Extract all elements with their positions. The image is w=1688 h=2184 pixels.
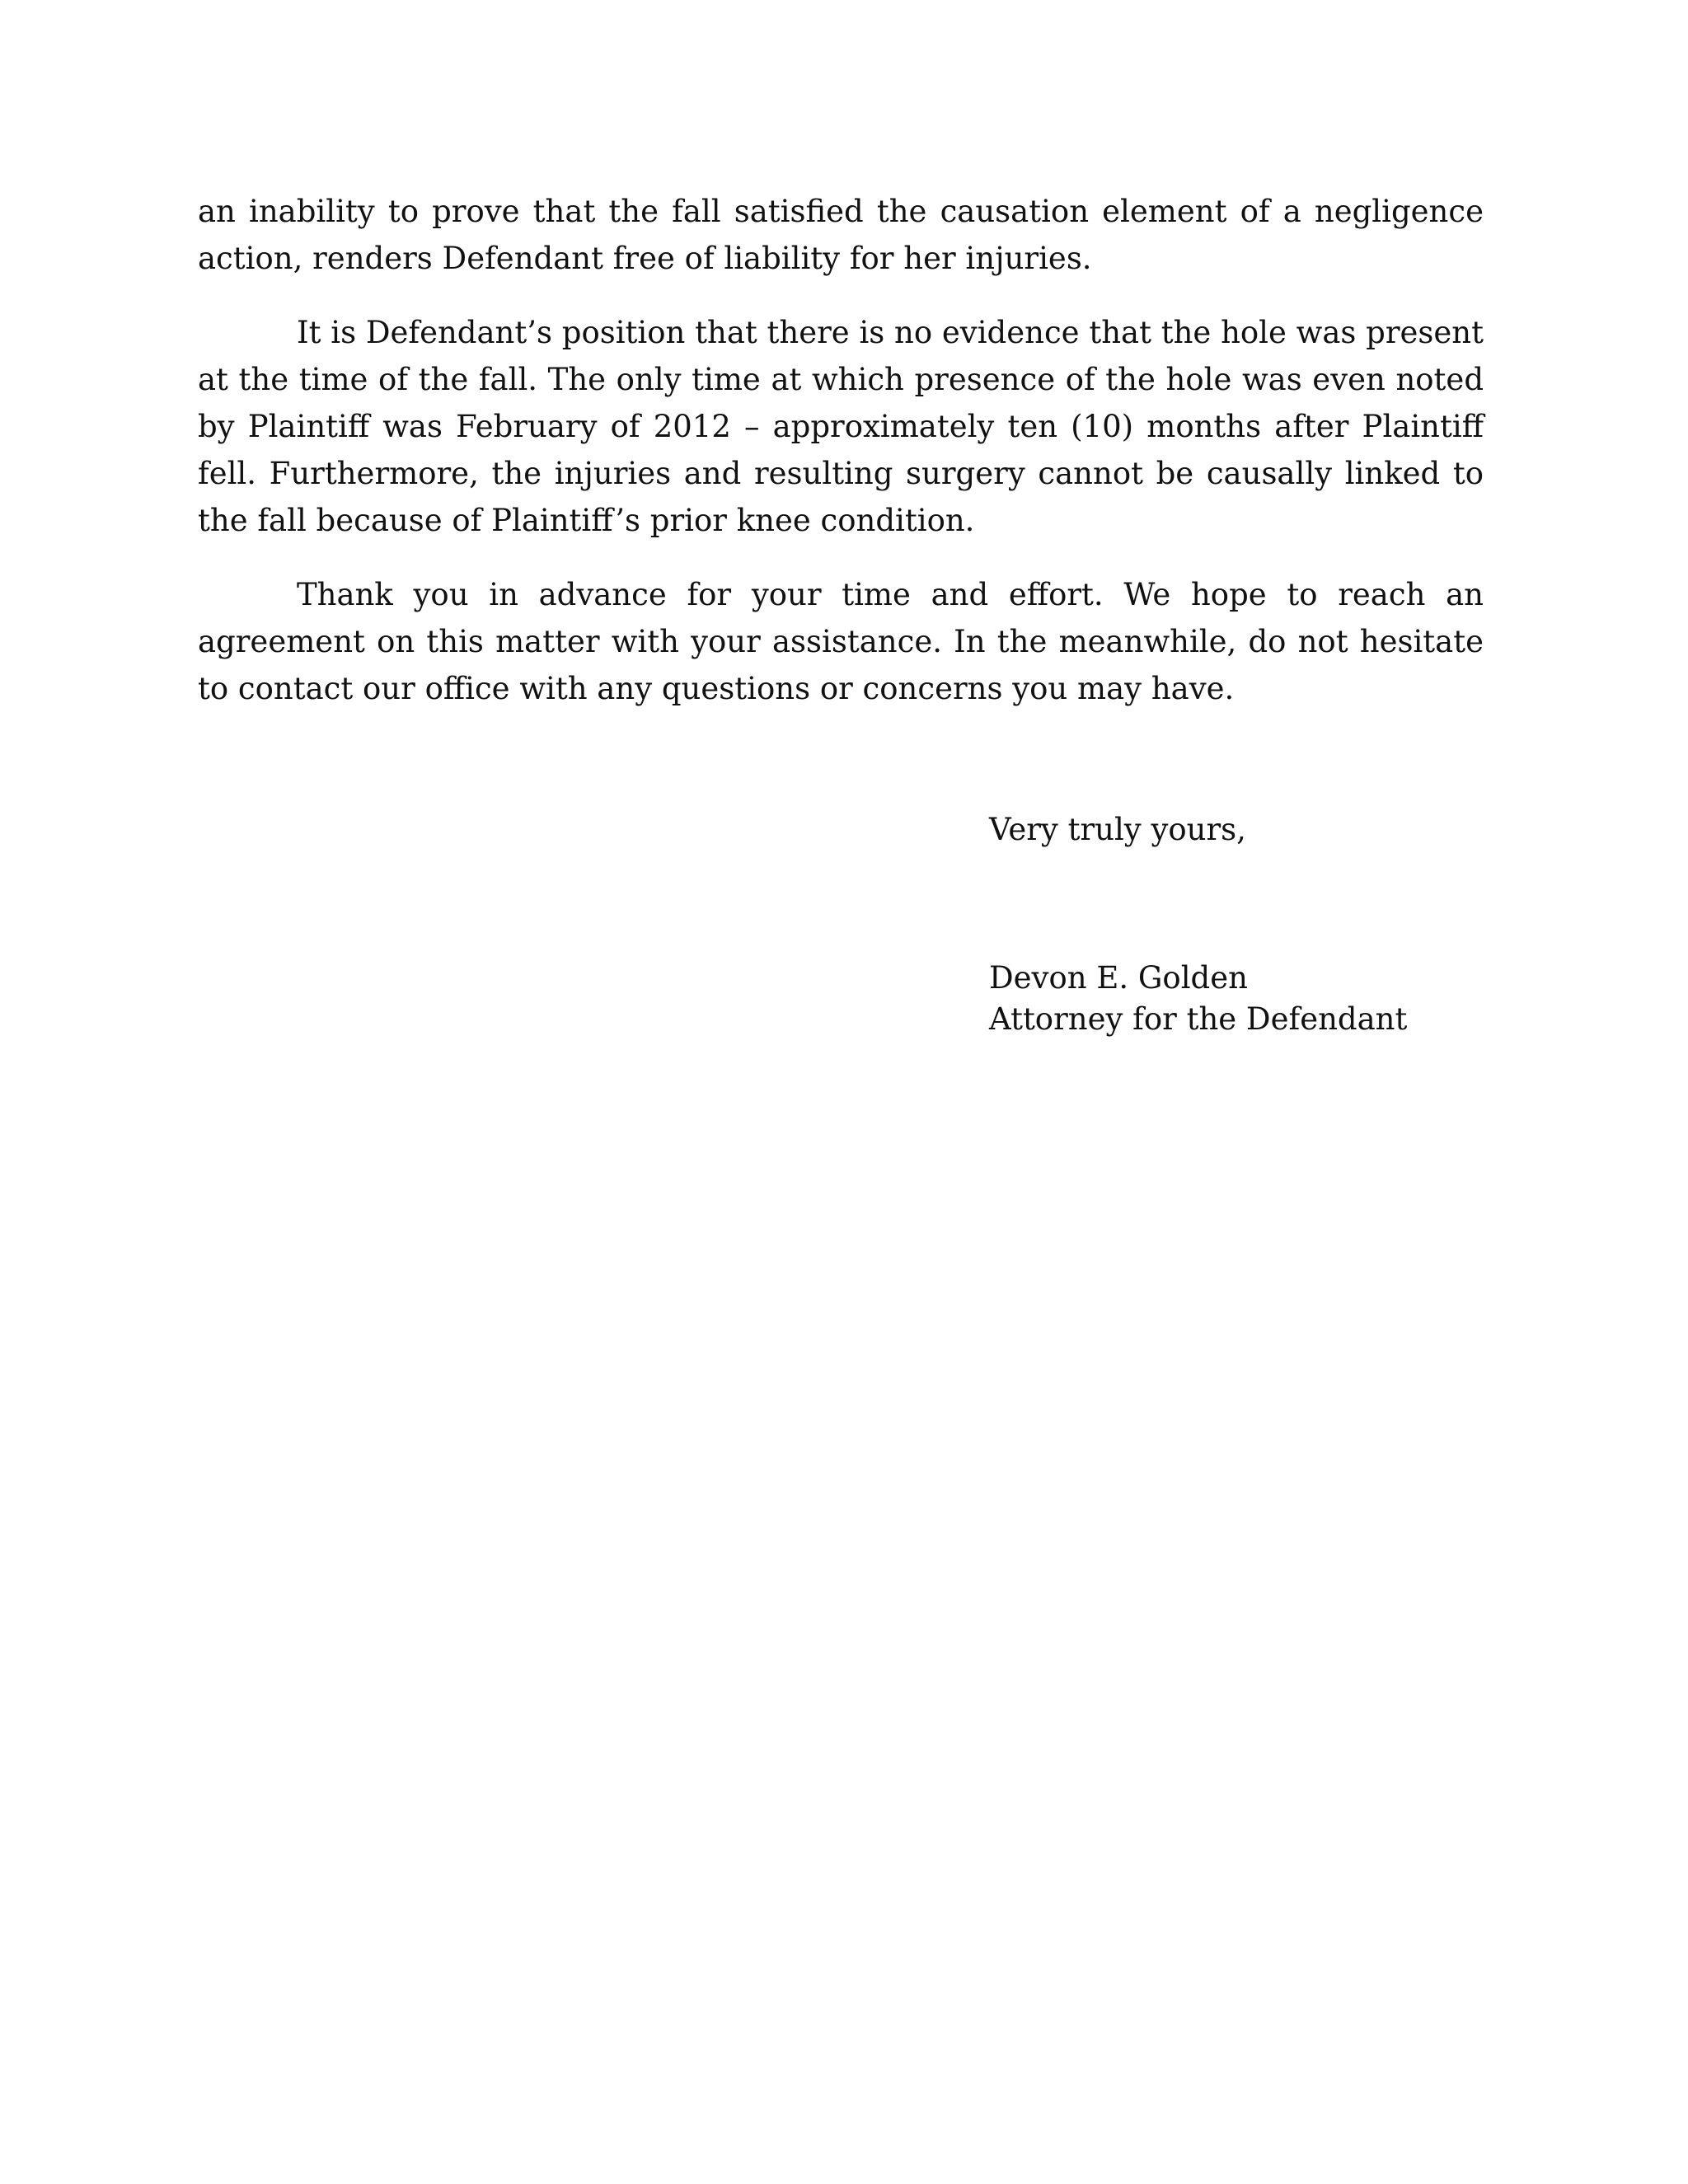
letter-body [198, 188, 1484, 739]
paragraph-continuation: an inability to prove that the fall satisfied the causation element of a negligence action, renders Defendant free of liability for her injuries. [198, 194, 1484, 276]
closing-salutation: Very truly yours, [989, 812, 1246, 847]
signer-title: Attorney for the Defendant [989, 1001, 1408, 1037]
signature-block [989, 958, 1407, 1040]
signer-name: Devon E. Golden [989, 960, 1248, 996]
paragraph-defendant-position: It is Defendant’s position that there is no evidence that the hole was present at the time of the fall. The only time at which presence of the hole was even noted by Plaintiff was February of 2012 – approximately ten (10) months after Plaintiff fell. Furthermore, the injuries and resulting surgery cannot be causally linked to the fall because of Plaintiff’s prior knee condition. [198, 315, 1484, 538]
paragraph-thank-you: Thank you in advance for your time and effort. We hope to reach an agreement on this matter with your assistance. In the meanwhile, do not hesitate to contact our office with any questions or concerns you may have. [198, 577, 1484, 706]
